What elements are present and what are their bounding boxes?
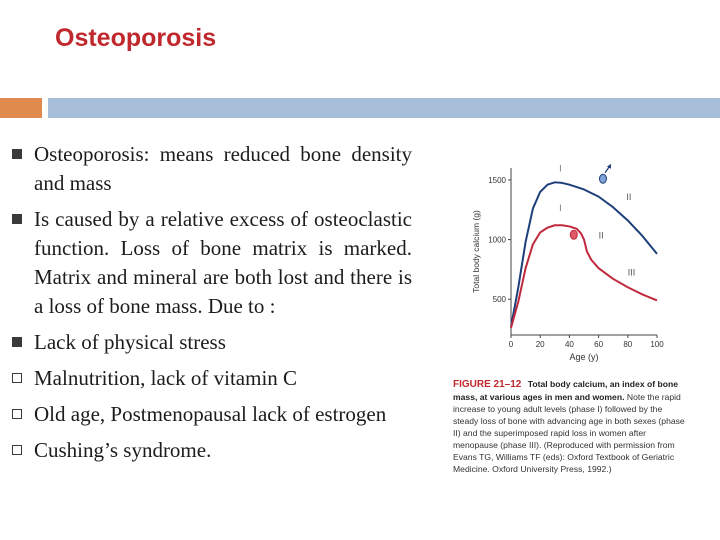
bullet-item (12, 364, 412, 393)
bullet-text: Lack of physical stress (34, 330, 226, 354)
x-axis-label: Age (y) (569, 352, 599, 362)
x-tick-label: 40 (564, 340, 574, 349)
bullet-text: Malnutrition, lack of vitamin C (34, 366, 298, 390)
bullet-item (12, 328, 412, 357)
y-axis-label: Total body calcium (g) (471, 210, 481, 293)
series-line-men (511, 182, 657, 326)
x-tick-label: 100 (650, 340, 664, 349)
bullet-hollow-square-icon (12, 445, 22, 455)
bullet-text: Old age, Postmenopausal lack of estrogen (34, 402, 387, 426)
phase-annotation: III (627, 267, 636, 278)
calcium-age-chart (445, 150, 685, 375)
accent-bar-orange (0, 98, 42, 118)
phase-annotation: II (598, 230, 604, 241)
bullet-list (12, 140, 412, 465)
x-tick-label: 60 (594, 340, 604, 349)
x-tick-label: 0 (508, 340, 514, 349)
bullet-square-icon (12, 337, 22, 347)
figure-caption-text: Note the rapid increase to young adult levels (phase I) followed by the steady loss of bone with advancing age in both sexes (phase II) and the superimposed rapid loss in women after menopause (phase III). (Reproduced with permission from Evans TG, Williams TF (eds): Oxford Textbook of Geriatric Medicine. Oxford University Press, 1992.) (453, 392, 685, 474)
y-tick-label: 1500 (488, 175, 506, 185)
bullet-lead: Osteoporosis: (34, 142, 150, 166)
phase-annotation: I (559, 202, 562, 213)
slide-title: Osteoporosis (55, 24, 217, 52)
figure-label: FIGURE 21–12 (453, 379, 522, 390)
bullet-hollow-square-icon (12, 409, 22, 419)
bullet-item (12, 140, 412, 198)
bullet-item (12, 400, 412, 429)
figure-caption (453, 378, 685, 475)
phase-annotation: I (559, 163, 562, 174)
bullet-text: Is caused by a relative excess of osteoclastic function. Loss of bone matrix is marked. Matrix and mineral are both lost and there is a loss of bone mass. Due to : (34, 207, 412, 318)
bullet-item (12, 205, 412, 321)
x-tick-label: 20 (535, 340, 545, 349)
bullet-hollow-square-icon (12, 373, 22, 383)
bullet-text: means reduced bone density and mass (34, 142, 412, 195)
bullet-item (12, 436, 412, 465)
figure (445, 150, 685, 490)
accent-bar-blue (48, 98, 720, 118)
bullet-square-icon (12, 214, 22, 224)
bullet-text: Cushing’s syndrome. (34, 438, 212, 462)
women-peak-marker (570, 230, 577, 239)
figure-caption-bold: Total body calcium, an index of bone mass, at various ages in men and women. (453, 379, 679, 402)
phase-annotation: II (626, 192, 632, 203)
bullet-square-icon (12, 149, 22, 159)
men-peak-marker (599, 174, 606, 183)
y-tick-label: 500 (492, 295, 506, 305)
x-tick-label: 80 (623, 340, 633, 349)
y-tick-label: 1000 (488, 235, 506, 245)
